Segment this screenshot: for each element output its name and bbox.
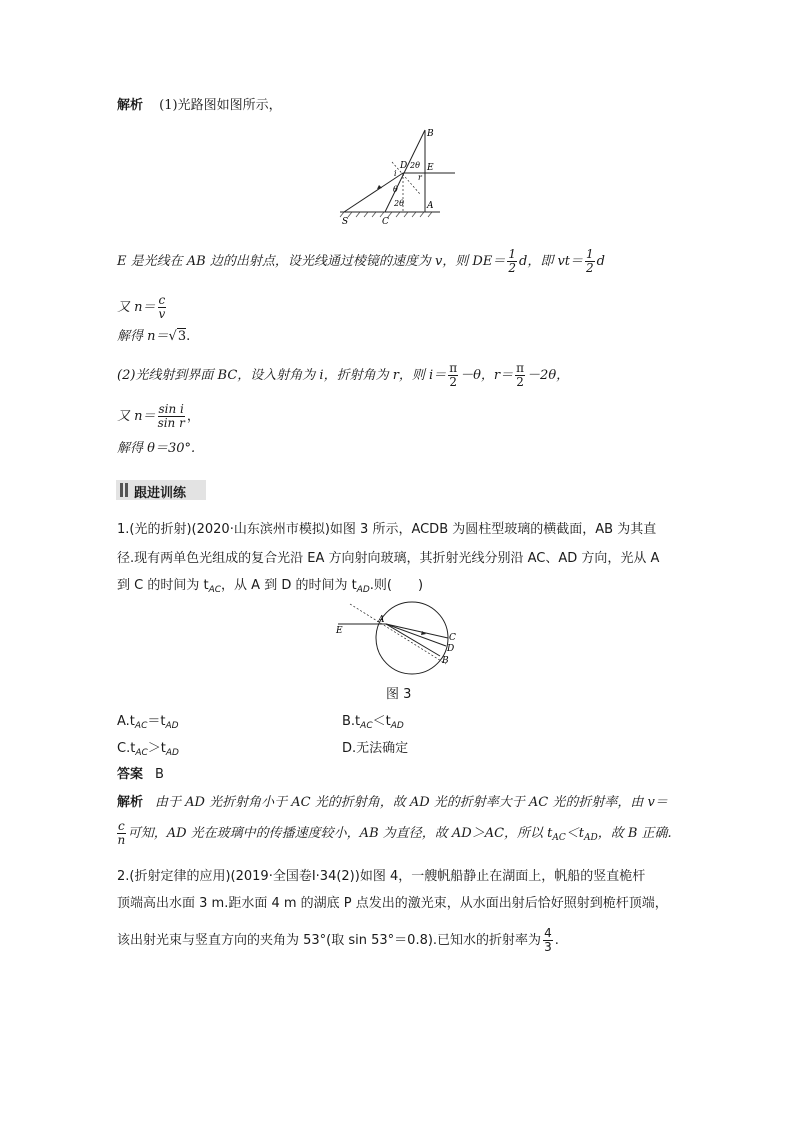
fraction-num: sin i xyxy=(158,402,184,416)
q1-line1: 1.(光的折射)(2020·山东滨州市模拟)如图 3 所示，ACDB 为圆柱型玻璃的横截面，AB 为其直 xyxy=(117,522,657,537)
fraction-half xyxy=(507,248,517,275)
refracted-ray-AD xyxy=(386,624,446,646)
fraction-pi-2 xyxy=(448,362,458,389)
option-C[interactable] xyxy=(117,741,179,761)
text-part2-c: －2θ， xyxy=(527,368,570,383)
fraction-sin xyxy=(158,403,185,430)
prism-edge-BC xyxy=(385,130,425,212)
analysis-text1: 由于 AD 光折射角小于 AC 光的折射角，故 AD 光的折射率大于 AC 光的折射率，由 v＝ xyxy=(155,795,668,810)
label-2theta-top: 2θ xyxy=(410,161,420,170)
label-E: E xyxy=(427,163,434,173)
solution-line-n2 xyxy=(117,403,200,430)
option-C-prefix: C.t xyxy=(117,741,136,756)
fraction-num: c xyxy=(118,819,125,833)
fraction-den: 2 xyxy=(516,375,524,389)
refracted-ray-AC xyxy=(386,624,448,638)
q1-sub-ad: AD xyxy=(356,585,370,595)
analysis-text2b: ＜t xyxy=(565,826,585,841)
solution-line-theta: 解得 θ＝30°. xyxy=(117,441,196,456)
fraction-c-v xyxy=(158,294,167,321)
label-S: S xyxy=(342,217,349,227)
fraction-c-n xyxy=(117,820,126,847)
figure-3-caption: 图 3 xyxy=(386,687,412,702)
sub: AD xyxy=(390,721,404,731)
option-A-prefix: A.t xyxy=(117,714,135,729)
fraction-den: sin r xyxy=(157,416,185,430)
fraction-4-3 xyxy=(543,927,553,954)
text-n2-a: 又 n＝ xyxy=(117,409,156,424)
q1-line3-a: 到 C 的时间为 t xyxy=(117,578,209,593)
option-B-prefix: B.t xyxy=(342,714,361,729)
answer-line xyxy=(117,767,164,783)
solution-part2-line xyxy=(117,362,569,389)
fraction-num: 1 xyxy=(586,247,594,261)
sub: AC xyxy=(135,748,148,758)
sub: AC xyxy=(552,833,566,843)
analysis-line2 xyxy=(117,820,672,847)
solution-part1-intro: (1)光路图如图所示， xyxy=(159,98,282,113)
prism-figure xyxy=(330,124,470,230)
fraction-num: 4 xyxy=(544,926,552,940)
text-part2-a: (2)光线射到界面 BC，设入射角为 i，折射角为 r，则 i＝ xyxy=(117,368,447,383)
solution-intro-line xyxy=(117,98,282,114)
fraction-num: c xyxy=(158,293,166,307)
fraction-num: 1 xyxy=(508,247,516,261)
section-mark xyxy=(120,483,123,497)
label-D: D xyxy=(400,161,408,171)
label-r: r xyxy=(418,173,422,182)
analysis-text2c: ，故 B 正确. xyxy=(597,826,672,841)
label-C: C xyxy=(449,633,456,643)
option-A-mid: ＝t xyxy=(147,714,166,729)
fraction-pi-2-b xyxy=(515,362,525,389)
analysis-line1 xyxy=(117,795,668,811)
q2-line3 xyxy=(117,927,559,954)
text-DE-b: d，即 vt＝ xyxy=(519,254,584,269)
q2-line3-b: . xyxy=(554,933,559,948)
fraction-half-2 xyxy=(585,248,595,275)
q1-line3-b: ，从 A 到 D 的时间为 t xyxy=(221,578,357,593)
label-D: D xyxy=(447,644,455,654)
sub: AD xyxy=(165,721,179,731)
text-DE-c: d xyxy=(596,254,605,269)
q2-line3-a: 该出射光束与竖直方向的夹角为 53°(取 sin 53°＝0.8).已知水的折射率为 xyxy=(117,933,542,948)
fraction-den: n xyxy=(117,833,126,847)
q1-line3-c: .则( ) xyxy=(369,578,424,593)
sqrt-3: 3 xyxy=(177,329,187,344)
text-DE-a: E 是光线在 AB 边的出射点，设光线通过棱镜的速度为 v，则 DE＝ xyxy=(117,254,506,269)
label-B: B xyxy=(427,129,434,139)
q2-line1: 2.(折射定律的应用)(2019·全国卷Ⅰ·34(2))如图 4，一艘帆船静止在湖面上，帆船的竖直桅杆 xyxy=(117,869,646,884)
sub: AD xyxy=(584,833,598,843)
label-i: i xyxy=(394,169,397,178)
q1-sub-ac: AC xyxy=(208,585,222,595)
option-B[interactable] xyxy=(342,714,404,734)
answer-label: 答案 xyxy=(117,767,144,782)
fraction-den: 2 xyxy=(586,261,594,275)
analysis-label: 解析 xyxy=(117,795,144,810)
option-A[interactable] xyxy=(117,714,179,734)
label-E: E xyxy=(336,626,343,636)
answer-value: B xyxy=(155,767,164,782)
diameter-AB xyxy=(386,624,440,656)
fraction-den: 3 xyxy=(544,940,552,954)
fraction-num: π xyxy=(449,361,458,375)
text-period: . xyxy=(186,329,191,344)
label-2theta-bottom: 2θ xyxy=(394,199,404,208)
sub: AC xyxy=(360,721,373,731)
glass-cross-section xyxy=(376,602,448,674)
option-C-mid: ＞t xyxy=(147,741,166,756)
label-C: C xyxy=(382,217,389,227)
sub: AC xyxy=(134,721,148,731)
fraction-den: v xyxy=(158,307,166,321)
label-B: B xyxy=(442,656,449,666)
label-A: A xyxy=(378,615,385,625)
section-title: 跟进训练 xyxy=(134,486,187,501)
section-mark xyxy=(125,483,128,497)
label-A: A xyxy=(427,201,434,211)
analysis-text2a: 可知，AD 光在玻璃中的传播速度较小，AB 为直径，故 AD＞AC，所以 t xyxy=(127,826,553,841)
fraction-num: π xyxy=(516,361,525,375)
circle-figure xyxy=(330,600,470,680)
section-header xyxy=(116,480,206,500)
option-B-mid: ＜t xyxy=(372,714,391,729)
q2-line2: 顶端高出水面 3 m.距水面 4 m 的湖底 P 点发出的激光束，从水面出射后恰好照射到桅杆顶端， xyxy=(117,896,668,911)
fraction-den: 2 xyxy=(449,375,457,389)
text-part2-b: －θ，r＝ xyxy=(460,368,514,383)
q1-line3 xyxy=(117,578,423,598)
label-theta: θ xyxy=(393,185,398,194)
q1-line2: 径.现有两单色光组成的复合光沿 EA 方向射向玻璃，其折射光线分别沿 AC、AD 方向，光从 A xyxy=(117,551,660,566)
solution-line-DE xyxy=(117,248,605,275)
solution-line-solve-n: 解得 n＝√3. xyxy=(117,329,191,344)
text-n-a: 又 n＝ xyxy=(117,300,156,315)
solution-line-n xyxy=(117,294,168,321)
fraction-den: 2 xyxy=(508,261,516,275)
solution-label: 解析 xyxy=(117,98,144,113)
text-solve-n: 解得 n＝ xyxy=(117,329,169,344)
option-D[interactable]: D.无法确定 xyxy=(342,741,409,756)
sub: AD xyxy=(165,748,179,758)
text-n2-b: ， xyxy=(186,409,200,424)
